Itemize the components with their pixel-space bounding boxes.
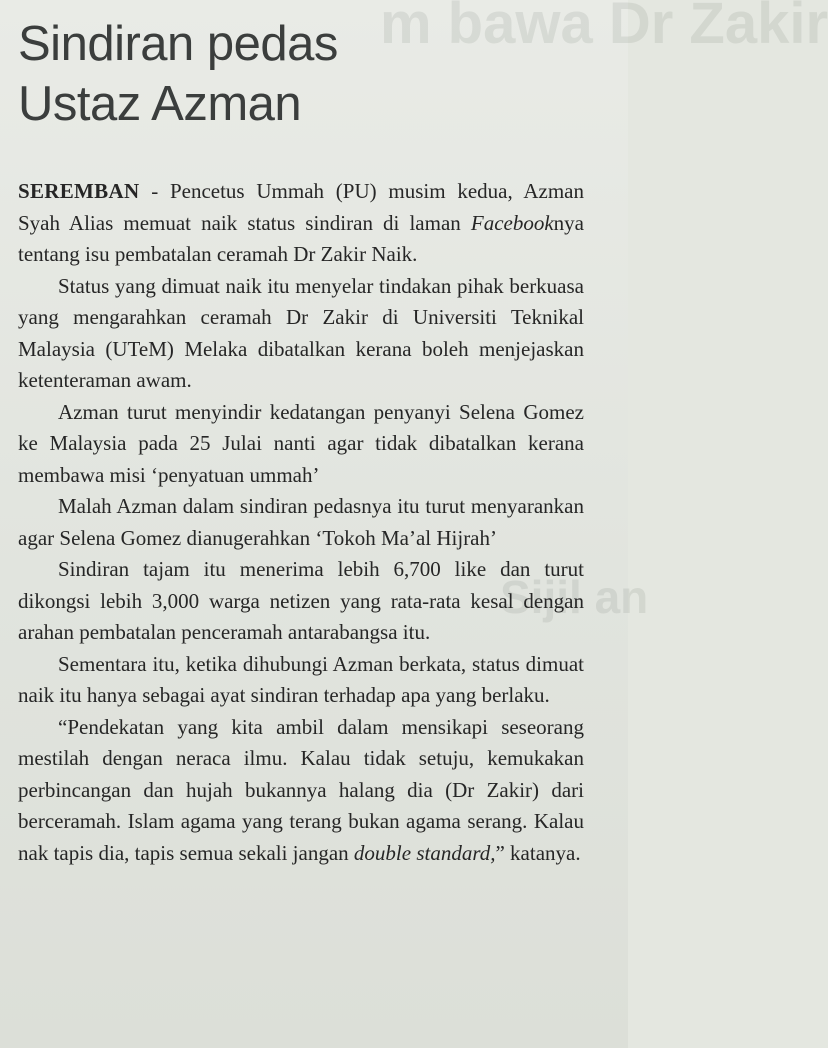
headline-line-2: Ustaz Azman [18, 77, 302, 131]
quote-text-2: ” katanya. [495, 840, 581, 865]
lead-italic-term: Facebook [470, 210, 554, 235]
body-paragraph-1: Status yang dimuat naik itu menyelar tindakan pihak berkuasa yang mengarahkan ceramah Dr Zakir di Universiti Teknikal Malaysia (UTeM) Melaka dibatalkan kerana boleh menjejaskan ketenteraman awam. [18, 273, 584, 392]
headline-line-1: Sindiran pedas [18, 17, 338, 71]
quote-paragraph [18, 712, 584, 870]
dateline: SEREMBAN [18, 179, 140, 203]
headline [18, 14, 418, 134]
show-through-subhead: Sijil an [500, 571, 649, 623]
article-body [18, 176, 584, 869]
body-paragraph-5: Sementara itu, ketika dihubungi Azman berkata, status dimuat naik itu hanya sebagai ayat sindiran terhadap apa yang berlaku. [18, 651, 584, 707]
body-paragraph-2: Azman turut menyindir kedatangan penyanyi Selena Gomez ke Malaysia pada 25 Julai nanti agar tidak dibatalkan kerana membawa misi ‘penyatuan ummah’ [18, 399, 584, 487]
show-through-headline: m bawa Dr Zakir [380, 0, 828, 56]
lead-paragraph [18, 176, 584, 271]
quote-italic-term: double standard, [353, 840, 496, 865]
lead-text-2: nya tentang isu pembatalan ceramah Dr Zakir Naik. [18, 210, 584, 266]
quote-text-1: “Pendekatan yang kita ambil dalam mensikapi seseorang mestilah dengan neraca ilmu. Kalau tidak setuju, kemukakan perbincangan dan hujah bukannya halang dia (Dr Zakir) dari berceramah. Islam agama yang terang bukan agama serang. Kalau nak tapis dia, tapis semua sekali jangan [18, 714, 584, 865]
body-paragraph-3: Malah Azman dalam sindiran pedasnya itu turut menyarankan agar Selena Gomez dianugerahkan ‘Tokoh Ma’al Hijrah’ [18, 494, 584, 550]
lead-text-1: - Pencetus Ummah (PU) musim kedua, Azman Syah Alias memuat naik status sindiran di laman [18, 179, 584, 235]
body-paragraph-4: Sindiran tajam itu menerima lebih 6,700 like dan turut dikongsi lebih 3,000 warga netizen yang rata-rata kesal dengan arahan pembatalan penceramah antarabangsa itu. [18, 557, 584, 644]
